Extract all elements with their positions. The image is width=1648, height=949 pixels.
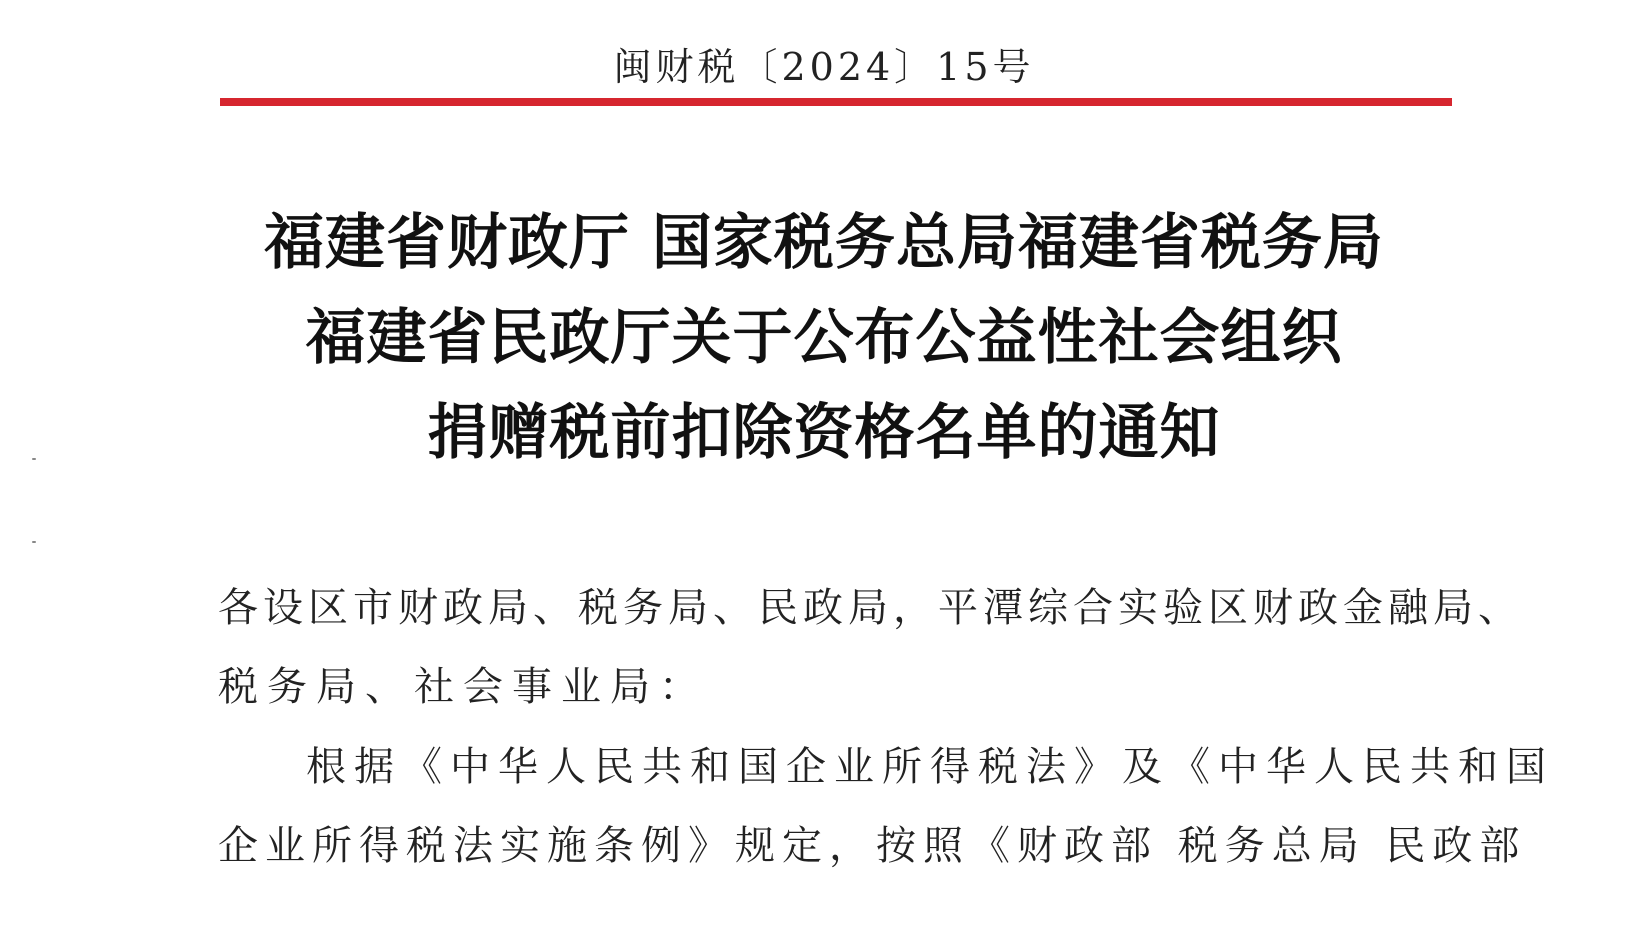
- document-title-line-2: 福建省民政厅关于公布公益性社会组织: [305, 303, 1343, 373]
- scan-speck: [32, 541, 36, 543]
- body-line-addressees: 各设区市财政局、税务局、民政局，平潭综合实验区财政金融局、: [218, 585, 1523, 631]
- body-line-addressees-cont: 税务局、社会事业局：: [218, 664, 708, 710]
- body-line-paragraph-cont: 企业所得税法实施条例》规定，按照《财政部 税务总局 民政部: [218, 823, 1527, 869]
- body-line-paragraph-start: 根据《中华人民共和国企业所得税法》及《中华人民共和国: [306, 744, 1554, 790]
- red-header-rule: [220, 98, 1452, 106]
- scan-speck: [32, 458, 36, 460]
- document-title-line-1: 福建省财政厅 国家税务总局福建省税务局: [264, 208, 1384, 278]
- document-title-line-3: 捐赠税前扣除资格名单的通知: [427, 398, 1221, 468]
- document-number: 闽财税〔2024〕15号: [613, 45, 1035, 89]
